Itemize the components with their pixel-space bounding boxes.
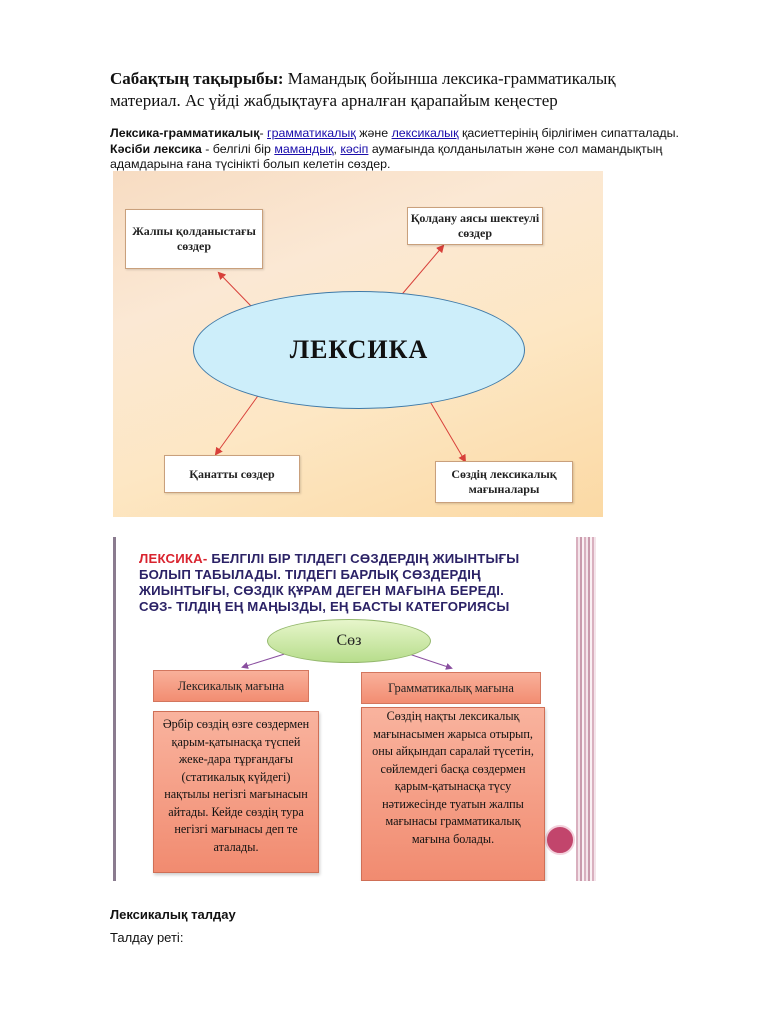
box-restricted-words: Қолдану аясы шектеулі сөздер [407,207,543,245]
link-lexical[interactable]: лексикалық [391,126,459,140]
term-lexico-grammatical: Лексика-грамматикалық [110,126,260,140]
text-and: және [355,126,392,140]
root-word: Сөз [267,619,431,663]
arrow-top-left [219,273,251,306]
text-lexical-meaning: Әрбір сөздің өзге сөздермен қарым-қатынасқа түспей жеке-дара тұрғандағы (статикалық күйдегі) нақтылы негізгі мағынасын айтады. Кейде сөздің тура негізгі мағынасы деп те аталады. [153,711,319,873]
box-winged-words: Қанатты сөздер [164,455,300,493]
label-lexical-meaning: Лексикалық мағына [153,670,309,702]
text-comma: , [333,141,341,156]
definition-paragraph [110,126,710,173]
link-occupation[interactable]: кәсіп [340,141,369,156]
text-grammatical-meaning: Сөздің нақты лексикалық мағынасымен жарыса отырып, оны айқындап саралай түсетін, сөйлемдегі басқа сөздермен қарым-қатынасқа түсу нәтижесінде туатын жалпы мағынасы грамматикалық мағына болады. [361,707,545,881]
text-rest: аумағында қолданылатын және сол мамандықтың адамдарына ғана түсінікті болып келетін сөздер. [110,141,663,171]
arrow-top-right [398,246,443,299]
heading-definition: БЕЛГІЛІ БІР ТІЛДЕГІ СӨЗДЕРДІҢ ЖИЫНТЫҒЫ БОЛЫП ТАБЫЛАДЫ. ТІЛДЕГІ БАРЛЫҚ СӨЗДЕРДІҢ ЖИЫНТЫҒЫ, СӨЗДІК ҚҰРАМ ДЕГЕН МАҒЫНА БЕРЕДІ. СӨЗ- ТІЛДІҢ ЕҢ МАҢЫЗДЫ, ЕҢ БАСТЫ КАТЕГОРИЯСЫ [139,551,520,614]
arrow-bottom-left [216,393,260,454]
term-professional-lexicon: Кәсіби лексика [110,141,202,156]
word-meaning-slide [113,537,596,881]
title-text: Мамандық бойынша лексика-грамматикалық материал. Ас үйді жабдықтауға арналған қарапайым кеңестер [110,69,616,110]
label-grammatical-meaning: Грамматикалық мағына [361,672,541,704]
section-text: Талдау реті: [110,930,184,945]
section-heading: Лексикалық талдау [110,907,236,922]
box-general-words: Жалпы қолданыстағы сөздер [125,209,263,269]
box-lexical-meanings: Сөздің лексикалық мағыналары [435,461,573,503]
text-dash: - [259,126,268,140]
text-certain: - белгілі бір [201,141,275,156]
lexicon-diagram [113,171,603,517]
link-grammatical[interactable]: грамматикалық [267,126,356,140]
title-label: Сабақтың тақырыбы: [110,69,284,88]
lexicon-oval: ЛЕКСИКА [193,291,525,409]
arrow-bottom-right [425,393,465,461]
link-profession[interactable]: мамандық [274,141,334,156]
text-properties: қасиеттерінің бірлігімен сипатталады. [458,126,680,140]
heading-term: ЛЕКСИКА- [139,551,208,566]
lesson-title [110,68,690,112]
